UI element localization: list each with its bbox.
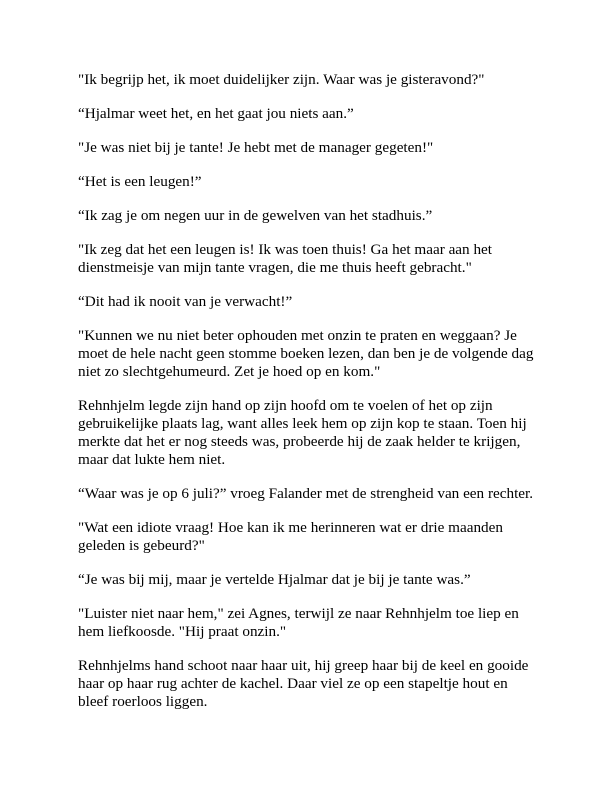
paragraph: "Ik begrijp het, ik moet duidelijker zijn. Waar was je gisteravond?" <box>78 71 485 88</box>
paragraph: “Dit had ik nooit van je verwacht!” <box>78 293 293 310</box>
paragraph: "Luister niet naar hem," zei Agnes, terwijl ze naar Rehnhjelm toe liep en hem liefkoosde. "Hij praat onzin." <box>78 605 519 640</box>
paragraph: "Kunnen we nu niet beter ophouden met onzin te praten en weggaan? Je moet de hele nacht geen stomme boeken lezen, dan ben je de volgende dag niet zo slechtgehumeurd. Zet je hoed op en kom." <box>78 327 534 380</box>
document-page <box>78 71 538 727</box>
paragraph: “Waar was je op 6 juli?” vroeg Falander met de strengheid van een rechter. <box>78 485 534 502</box>
paragraph: "Je was niet bij je tante! Je hebt met de manager gegeten!" <box>78 139 434 156</box>
paragraph: "Wat een idiote vraag! Hoe kan ik me herinneren wat er drie maanden geleden is gebeurd?" <box>78 519 503 554</box>
paragraph: “Het is een leugen!” <box>78 173 202 190</box>
paragraph: “Je was bij mij, maar je vertelde Hjalmar dat je bij je tante was.” <box>78 571 471 588</box>
paragraph: “Ik zag je om negen uur in de gewelven van het stadhuis.” <box>78 207 433 224</box>
paragraph: “Hjalmar weet het, en het gaat jou niets aan.” <box>78 105 354 122</box>
paragraph: Rehnhjelm legde zijn hand op zijn hoofd om te voelen of het op zijn gebruikelijke plaats lag, want alles leek hem op zijn kop te staan. Toen hij merkte dat het er nog steeds was, probeerde hij de zaak helder te krijgen, maar dat lukte hem niet. <box>78 397 527 468</box>
paragraph: Rehnhjelms hand schoot naar haar uit, hij greep haar bij de keel en gooide haar op haar rug achter de kachel. Daar viel ze op een stapeltje hout en bleef roerloos liggen. <box>78 657 529 710</box>
paragraph: "Ik zeg dat het een leugen is! Ik was toen thuis! Ga het maar aan het dienstmeisje van mijn tante vragen, die me thuis heeft gebracht." <box>78 241 492 276</box>
